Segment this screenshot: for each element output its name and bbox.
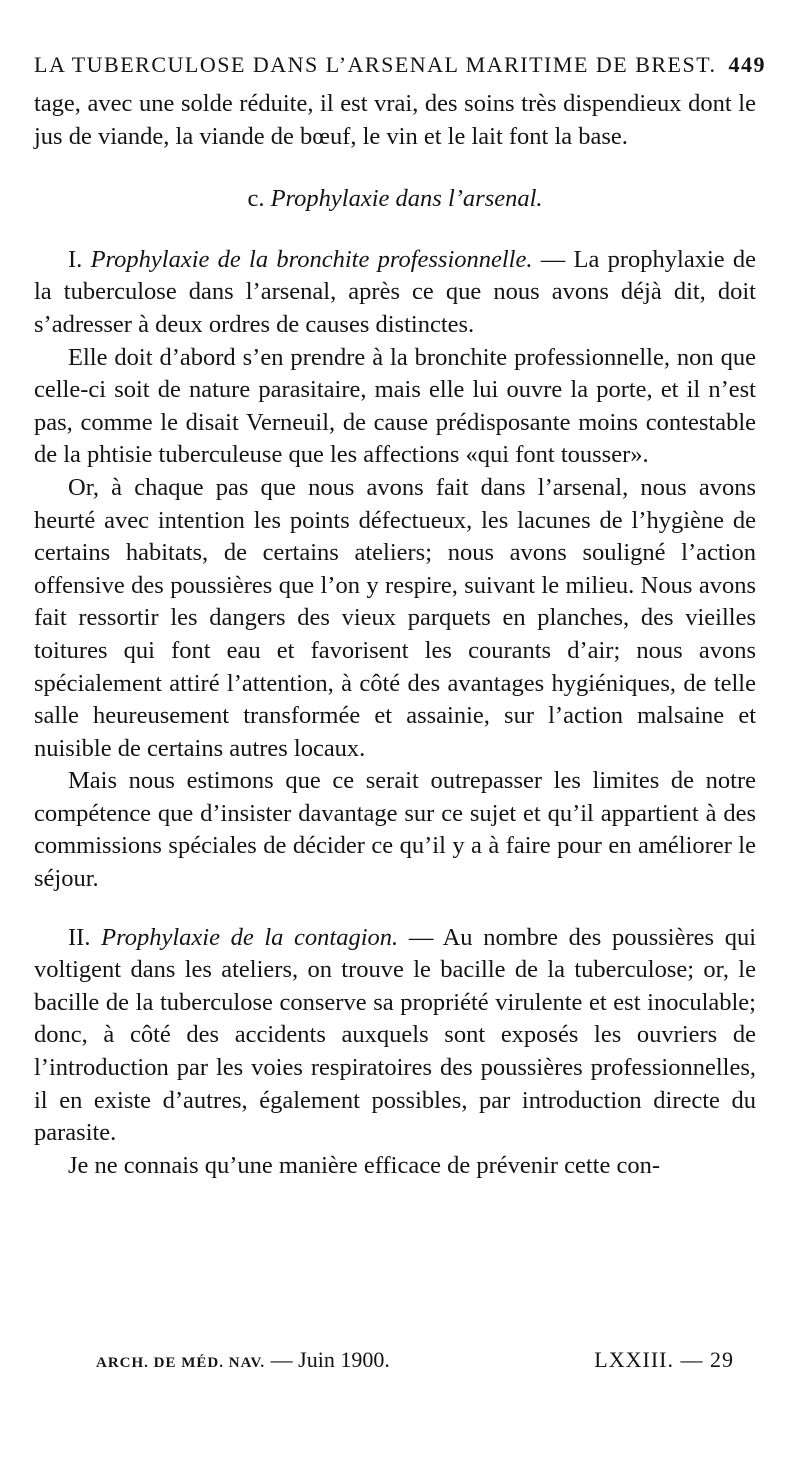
page-number: 449 xyxy=(728,52,766,77)
page-footer xyxy=(96,1347,734,1377)
footer-volume: LXXIII. — 29 xyxy=(594,1347,734,1372)
footer-citation xyxy=(96,1347,390,1373)
subsection-number: II. xyxy=(68,923,91,951)
subsection-title: Prophylaxie de la bronchite professionnelle. xyxy=(90,245,533,273)
body-text xyxy=(34,88,756,1182)
subsection-text: La prophylaxie de la tuberculose dans l’arsenal, après ce que nous avons déjà dit, doit s’adresser à deux ordres de causes distinctes. xyxy=(34,245,757,338)
subsection-dash: — xyxy=(398,923,443,951)
subsection-number: I. xyxy=(68,245,83,273)
section-title: Prophylaxie dans l’arsenal. xyxy=(270,185,543,213)
paragraph-competence: Mais nous estimons que ce serait outrepasser les limites de notre compétence que d’insister davantage sur ce sujet et qu’il appartient à des commissions spéciales de décider ce qu’il y a à faire pour en améliorer le séjour. xyxy=(34,767,756,893)
subsection-dash: — xyxy=(532,245,574,273)
paragraph-bronchite: Elle doit d’abord s’en prendre à la bronchite professionnelle, non que celle-ci soit de nature parasitaire, mais elle lui ouvre la porte, et il n’est pas, comme le disait Verneuil, de cause prédisposante moins contestable de la phtisie tuberculeuse que les affections «qui font tousser». xyxy=(34,343,756,469)
paragraph-continuation: tage, avec une solde réduite, il est vrai, des soins très dispendieux dont le jus de viande, la viande de bœuf, le vin et le lait font la base. xyxy=(34,90,756,150)
subsection-bronchite xyxy=(34,244,756,342)
section-letter: c. xyxy=(247,185,265,213)
subsection-title: Prophylaxie de la contagion. xyxy=(101,923,399,951)
running-header xyxy=(34,52,766,82)
paragraph-arsenal: Or, à chaque pas que nous avons fait dans l’arsenal, nous avons heurté avec intention les points défectueux, les lacunes de l’hygiène de certains habitats, de certains ateliers; nous avons souligné l’action offensive des poussières que l’on y respire, suivant le milieu. Nous avons fait ressortir les dangers des vieux parquets en planches, des vieilles toitures qui font eau et favorisent les courants d’air; nous avons spécialement attiré l’attention, à côté des avantages hygiéniques, de telle salle heureusement transformée et assainie, sur l’action malsaine et nuisible de certains autres locaux. xyxy=(34,473,756,762)
subsection-contagion xyxy=(34,922,756,1150)
running-title: LA TUBERCULOSE DANS L’ARSENAL MARITIME DE BREST. xyxy=(34,52,717,77)
subsection-text: Au nombre des poussières qui voltigent dans les ateliers, on trouve le bacille de la tuberculose; or, le bacille de la tuberculose conserve sa propriété virulente et est inoculable; donc, à côté des accidents auxquels sont exposés les ouvriers de l’introduction par les voies respiratoires des poussières professionnelles, il en existe d’autres, également possibles, par introduction directe du parasite. xyxy=(34,923,757,1147)
footer-journal: ARCH. DE MÉD. NAV. xyxy=(96,1355,266,1371)
section-heading xyxy=(34,183,756,216)
section-gap xyxy=(34,896,756,922)
footer-date: — Juin 1900. xyxy=(270,1347,390,1372)
paragraph-final: Je ne connais qu’une manière efficace de prévenir cette con- xyxy=(68,1151,660,1179)
